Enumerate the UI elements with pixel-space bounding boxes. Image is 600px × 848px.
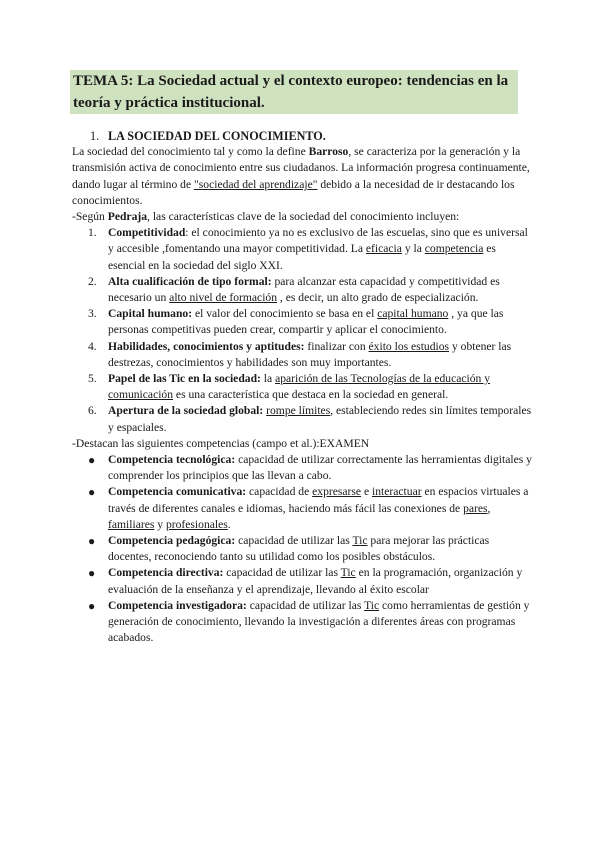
section-number: 1. <box>90 129 100 143</box>
author-barroso: Barroso <box>308 145 349 159</box>
section-heading <box>90 128 532 144</box>
list-item: 4. Habilidades, conocimientos y aptitudes: finalizar con éxito los estudios y obtener las destrezas, conocimientos y habilidades son muy importantes. <box>88 339 512 369</box>
intro-paragraph: La sociedad del conocimiento tal y como la define Barroso, se caracteriza por la generación y la transmisión activa de conocimiento entre sus ciudadanos. La información progresa continuamente, dando lugar al término de "sociedad del aprendizaje" debido a la necesidad de ir destacando los conocimientos. <box>72 145 530 207</box>
list-item: ● Competencia directiva: capacidad de utilizar las Tic en la programación, organización y evaluación de la enseñanza y el aprendizaje, llevando al éxito escolar <box>88 566 523 596</box>
list-item: 6. Apertura de la sociedad global: rompe límites, estableciendo redes sin límites temporales y espaciales. <box>88 404 532 434</box>
list-item: 5. Papel de las Tic en la sociedad: la aparición de las Tecnologías de la educación y comunicación es una característica que destaca en la sociedad en general. <box>88 372 491 402</box>
author-pedraja: Pedraja <box>107 210 148 224</box>
list-item: 2. Alta cualificación de tipo formal: para alcanzar esta capacidad y competitividad es necesario un alto nivel de formación , es decir, un alto grado de especialización. <box>88 274 500 305</box>
list-item: ● Competencia investigadora: capacidad de utilizar las Tic como herramientas de gestión y generación de conocimiento, llevando la investigación a diferentes áreas con programas acabados. <box>88 598 530 645</box>
document-body <box>72 128 532 647</box>
characteristics-list <box>72 225 532 436</box>
section-title: LA SOCIEDAD DEL CONOCIMIENTO. <box>108 129 326 143</box>
bullet-icon: ● <box>88 485 96 500</box>
bullet-icon: ● <box>88 453 96 468</box>
list-item: ● Competencia comunicativa: capacidad de expresarse e interactuar en espacios virtuales a través de diferentes canales e idiomas, haciendo más fácil las conexiones de pares, familiares y profesionales. <box>88 485 529 531</box>
list-item: ● Competencia pedagógica: capacidad de utilizar las Tic para mejorar las prácticas docentes, reconociendo tanto su utilidad como los posibles obstáculos. <box>88 534 490 564</box>
bullet-icon: ● <box>88 598 96 613</box>
list-item: ● Competencia tecnológica: capacidad de utilizar correctamente las herramientas digitales y comprender los principios que las llevan a cabo. <box>88 453 532 483</box>
list-item: 1. Competitividad: el conocimiento ya no es exclusivo de las escuelas, sino que es universal y accesible ,fomentando una mayor competitividad. La eficacia y la competencia es esencial en la sociedad del siglo XXI. <box>88 226 528 272</box>
term-sociedad-aprendizaje: "sociedad del aprendizaje" <box>194 177 318 191</box>
list-item: 3. Capital humano: el valor del conocimiento se basa en el capital humano , ya que las personas competitivas pueden crear, compartir y aplicar el conocimiento. <box>88 307 504 337</box>
bullet-icon: ● <box>88 534 96 549</box>
pedraja-paragraph: -Según Pedraja, las características clave de la sociedad del conocimiento incluyen: <box>72 210 460 224</box>
bullet-icon: ● <box>88 566 96 581</box>
competencias-list <box>72 452 532 646</box>
page-title: TEMA 5: La Sociedad actual y el contexto europeo: tendencias en la teoría y práctica institucional. <box>70 70 518 114</box>
competencias-intro: -Destacan las siguientes competencias (campo et al.):EXAMEN <box>72 436 370 450</box>
